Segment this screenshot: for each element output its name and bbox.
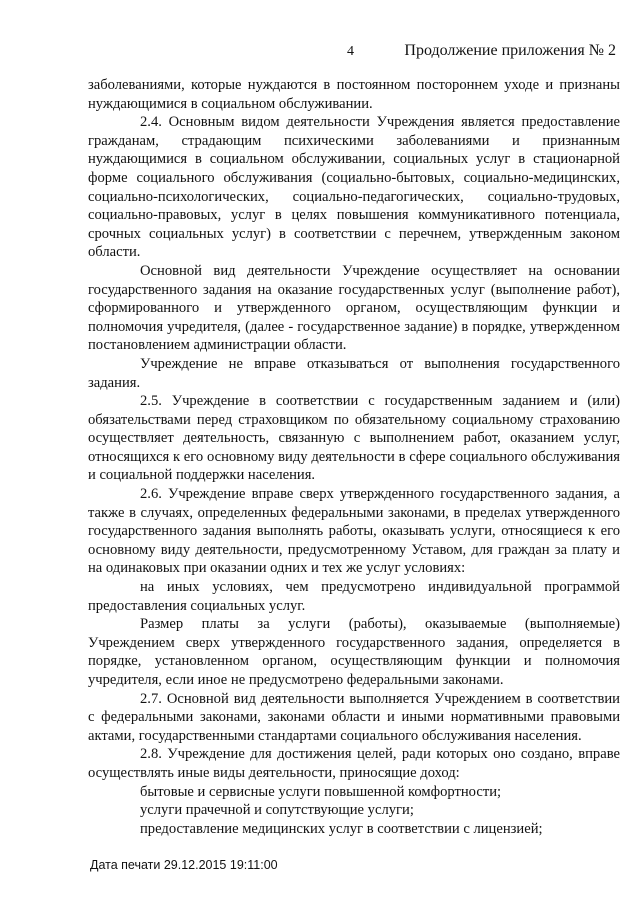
paragraph-fee-size: Размер платы за услуги (работы), оказываемые (выполняемые) Учреждением сверх утвержденного государственного задания, определяется в порядке, установленном органом, осуществляющим функции и полномочия учредителя, если иное не предусмотрено федеральными законами.	[88, 616, 620, 688]
paragraph-continuation: заболеваниями, которые нуждаются в постоянном постороннем уходе и признаны нуждающимися в социальном обслуживании.	[88, 77, 620, 112]
list-item: бытовые и сервисные услуги повышенной комфортности;	[140, 783, 502, 800]
print-date: Дата печати 29.12.2015 19:11:00	[90, 858, 278, 872]
list-item: предоставление медицинских услуг в соответствии с лицензией;	[140, 820, 543, 837]
list-item: услуги прачечной и сопутствующие услуги;	[140, 802, 414, 819]
paragraph-no-refusal: Учреждение не вправе отказываться от выполнения государственного задания.	[88, 355, 620, 391]
page-number: 4	[347, 44, 354, 59]
paragraph-main-activity: Основной вид деятельности Учреждение осуществляет на основании государственного задания на оказание государственных услуг (выполнение работ), сформированного и утвержденного органом, осуществляющим функции и полномочия учредителя, (далее - государственное задание) в порядке, утвержденном постановлением администрации области.	[88, 262, 620, 354]
paragraph-2-4: 2.4. Основным видом деятельности Учреждения является предоставление гражданам, страдающим психическими заболеваниями и признанным нуждающимися в социальном обслуживании, социальных услуг в стационарной форме социального обслуживания (социально-бытовых, социально-медицинских, социально-психологических, социально-педагогических, социально-трудовых, социально-правовых, услуг в целях повышения коммуникативного потенциала, срочных социальных услуг) в соответствии с перечнем, утвержденным законом области.	[88, 114, 620, 261]
paragraph-2-7: 2.7. Основной вид деятельности выполняется Учреждением в соответствии с федеральными законами, законами области и иными нормативными правовыми актами, государственными стандартами социального обслуживания населения.	[88, 690, 620, 744]
paragraph-2-8: 2.8. Учреждение для достижения целей, ради которых оно создано, вправе осуществлять иные виды деятельности, приносящие доход:	[88, 746, 620, 781]
paragraph-2-5: 2.5. Учреждение в соответствии с государственным заданием и (или) обязательствами перед страховщиком по обязательному социальному страхованию осуществляет деятельность, связанную с выполнением работ, оказанием услуг, относящихся к его основному виду деятельности в сфере социального обслуживания и социальной поддержки населения.	[88, 393, 620, 484]
appendix-header: Продолжение приложения № 2	[404, 42, 616, 59]
paragraph-2-6: 2.6. Учреждение вправе сверх утвержденного государственного задания, а также в случаях, определенных федеральными законами, в пределах утвержденного государственного задания выполнять работы, оказывать услуги, относящиеся к его основному виду деятельности, предусмотренному Уставом, для граждан за плату и на одинаковых при оказании одних и тех же услуг условиях:	[88, 486, 620, 577]
paragraph-other-conditions: на иных условиях, чем предусмотрено индивидуальной программой предоставления социальных услуг.	[88, 579, 620, 614]
document-body	[88, 76, 620, 838]
